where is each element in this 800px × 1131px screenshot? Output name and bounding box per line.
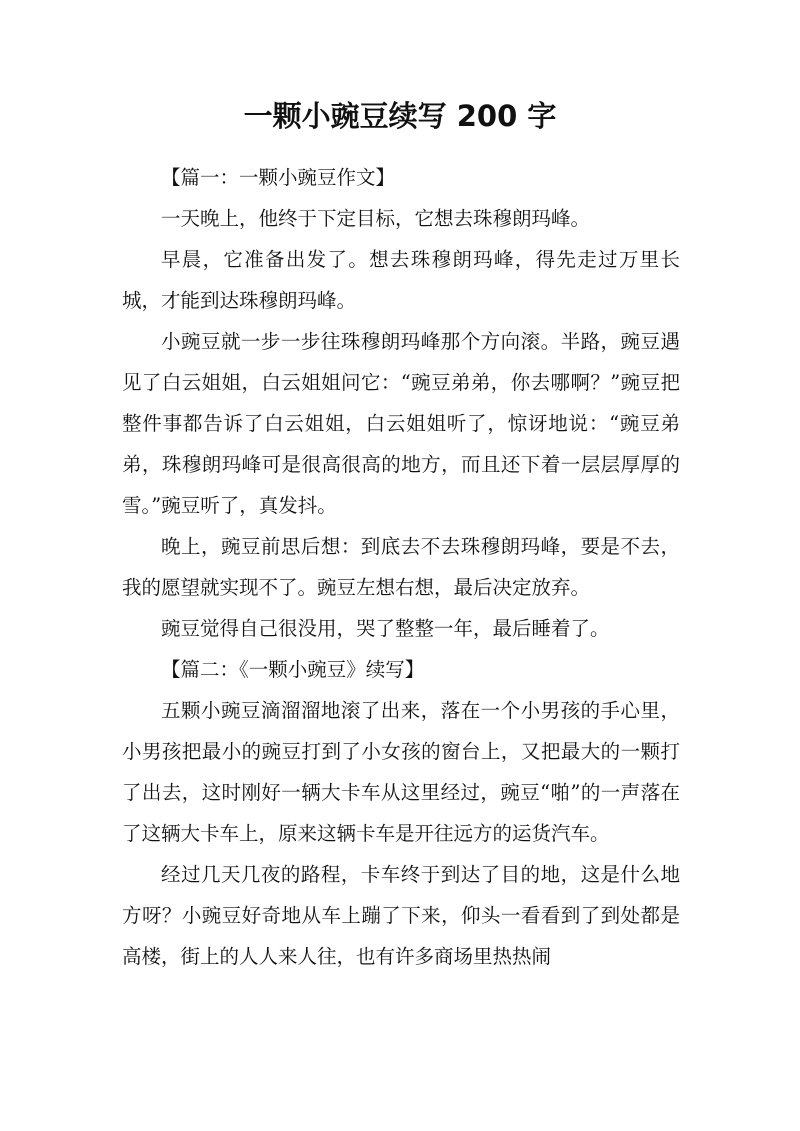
paragraph: 豌豆觉得自己很没用，哭了整整一年，最后睡着了。: [161, 617, 610, 640]
document-body: [122, 157, 680, 977]
document-title: 一颗小豌豆续写 200 字: [243, 99, 557, 133]
paragraph: 晚上，豌豆前思后想：到底去不去珠穆朗玛峰，要是不去，我的愿望就实现不了。豌豆左想右想，最后决定放弃。: [122, 535, 680, 599]
paragraph: 经过几天几夜的路程，卡车终于到达了目的地，这是什么地方呀？小豌豆好奇地从车上蹦了下来，仰头一看看到了到处都是高楼，街上的人人来人往，也有许多商场里热热闹: [122, 863, 680, 968]
paragraph: 早晨，它准备出发了。想去珠穆朗玛峰，得先走过万里长城，才能到达珠穆朗玛峰。: [122, 248, 680, 312]
paragraph: 一天晚上，他终于下定目标，它想去珠穆朗玛峰。: [161, 207, 591, 230]
paragraph: 五颗小豌豆滴溜溜地滚了出来，落在一个小男孩的手心里，小男孩把最小的豌豆打到了小女孩的窗台上，又把最大的一颗打了出去，这时刚好一辆大卡车从这里经过，豌豆“啪”的一声落在了这辆大卡车上，原来这辆卡车是开往远方的运货汽车。: [122, 699, 680, 845]
paragraph: 小豌豆就一步一步往珠穆朗玛峰那个方向滚。半路，豌豆遇见了白云姐姐，白云姐姐问它：“豌豆弟弟，你去哪啊？”豌豆把整件事都告诉了白云姐姐，白云姐姐听了，惊讶地说：“豌豆弟弟，珠穆朗玛峰可是很高很高的地方，而且还下着一层层厚厚的雪。”豌豆听了，真发抖。: [122, 330, 680, 517]
section-heading-1: 【篇一：一颗小豌豆作文】: [161, 166, 396, 189]
section-heading-2: 【篇二：《一颗小豌豆》续写】: [161, 658, 425, 681]
